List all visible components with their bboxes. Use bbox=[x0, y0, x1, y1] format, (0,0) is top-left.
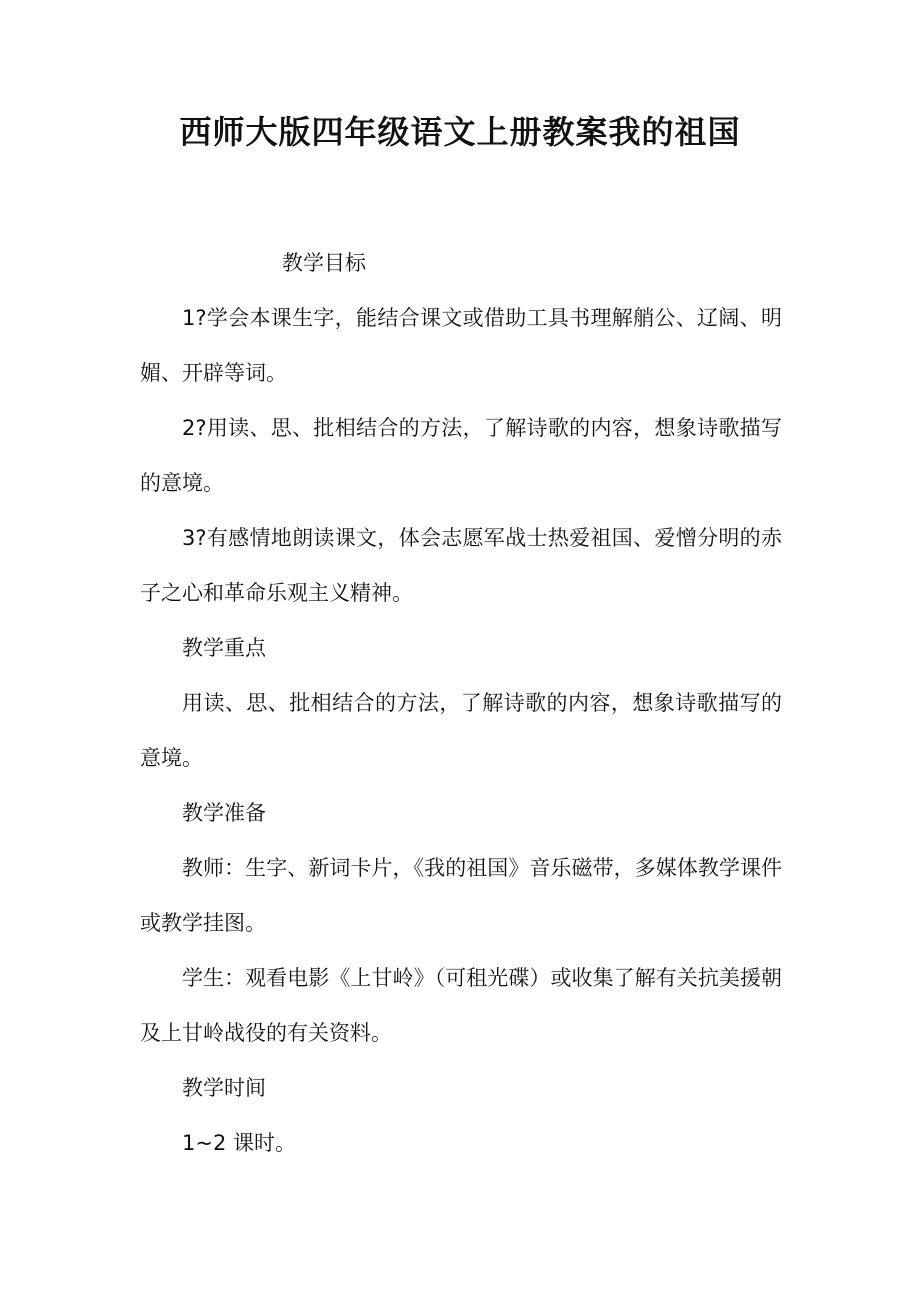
document-title: 西师大版四年级语文上册教案我的祖国 bbox=[179, 113, 741, 151]
preparation-teacher: 教师：生字、新词卡片，《我的祖国》音乐磁带，多媒体教学课件或教学挂图。 bbox=[140, 856, 782, 935]
objective-item-3: 3?有感情地朗读课文，体会志愿军战士热爱祖国、爱憎分明的赤子之心和革命乐观主义精神。 bbox=[140, 526, 782, 605]
key-points-text: 用读、思、批相结合的方法，了解诗歌的内容，想象诗歌描写的意境。 bbox=[140, 691, 782, 770]
heading-time: 教学时间 bbox=[182, 1076, 266, 1100]
heading-preparation: 教学准备 bbox=[182, 801, 266, 825]
objective-item-1: 1?学会本课生字，能结合课文或借助工具书理解艄公、辽阔、明媚、开辟等词。 bbox=[140, 306, 782, 385]
objective-item-2: 2?用读、思、批相结合的方法，了解诗歌的内容，想象诗歌描写的意境。 bbox=[140, 416, 782, 495]
preparation-student: 学生：观看电影《上甘岭》（可租光碟）或收集了解有关抗美援朝及上甘岭战役的有关资料。 bbox=[140, 966, 782, 1045]
time-text: 1~2 课时。 bbox=[182, 1131, 296, 1155]
heading-key-points: 教学重点 bbox=[182, 636, 266, 660]
document-body bbox=[140, 236, 782, 1171]
heading-objectives: 教学目标 bbox=[282, 251, 366, 275]
